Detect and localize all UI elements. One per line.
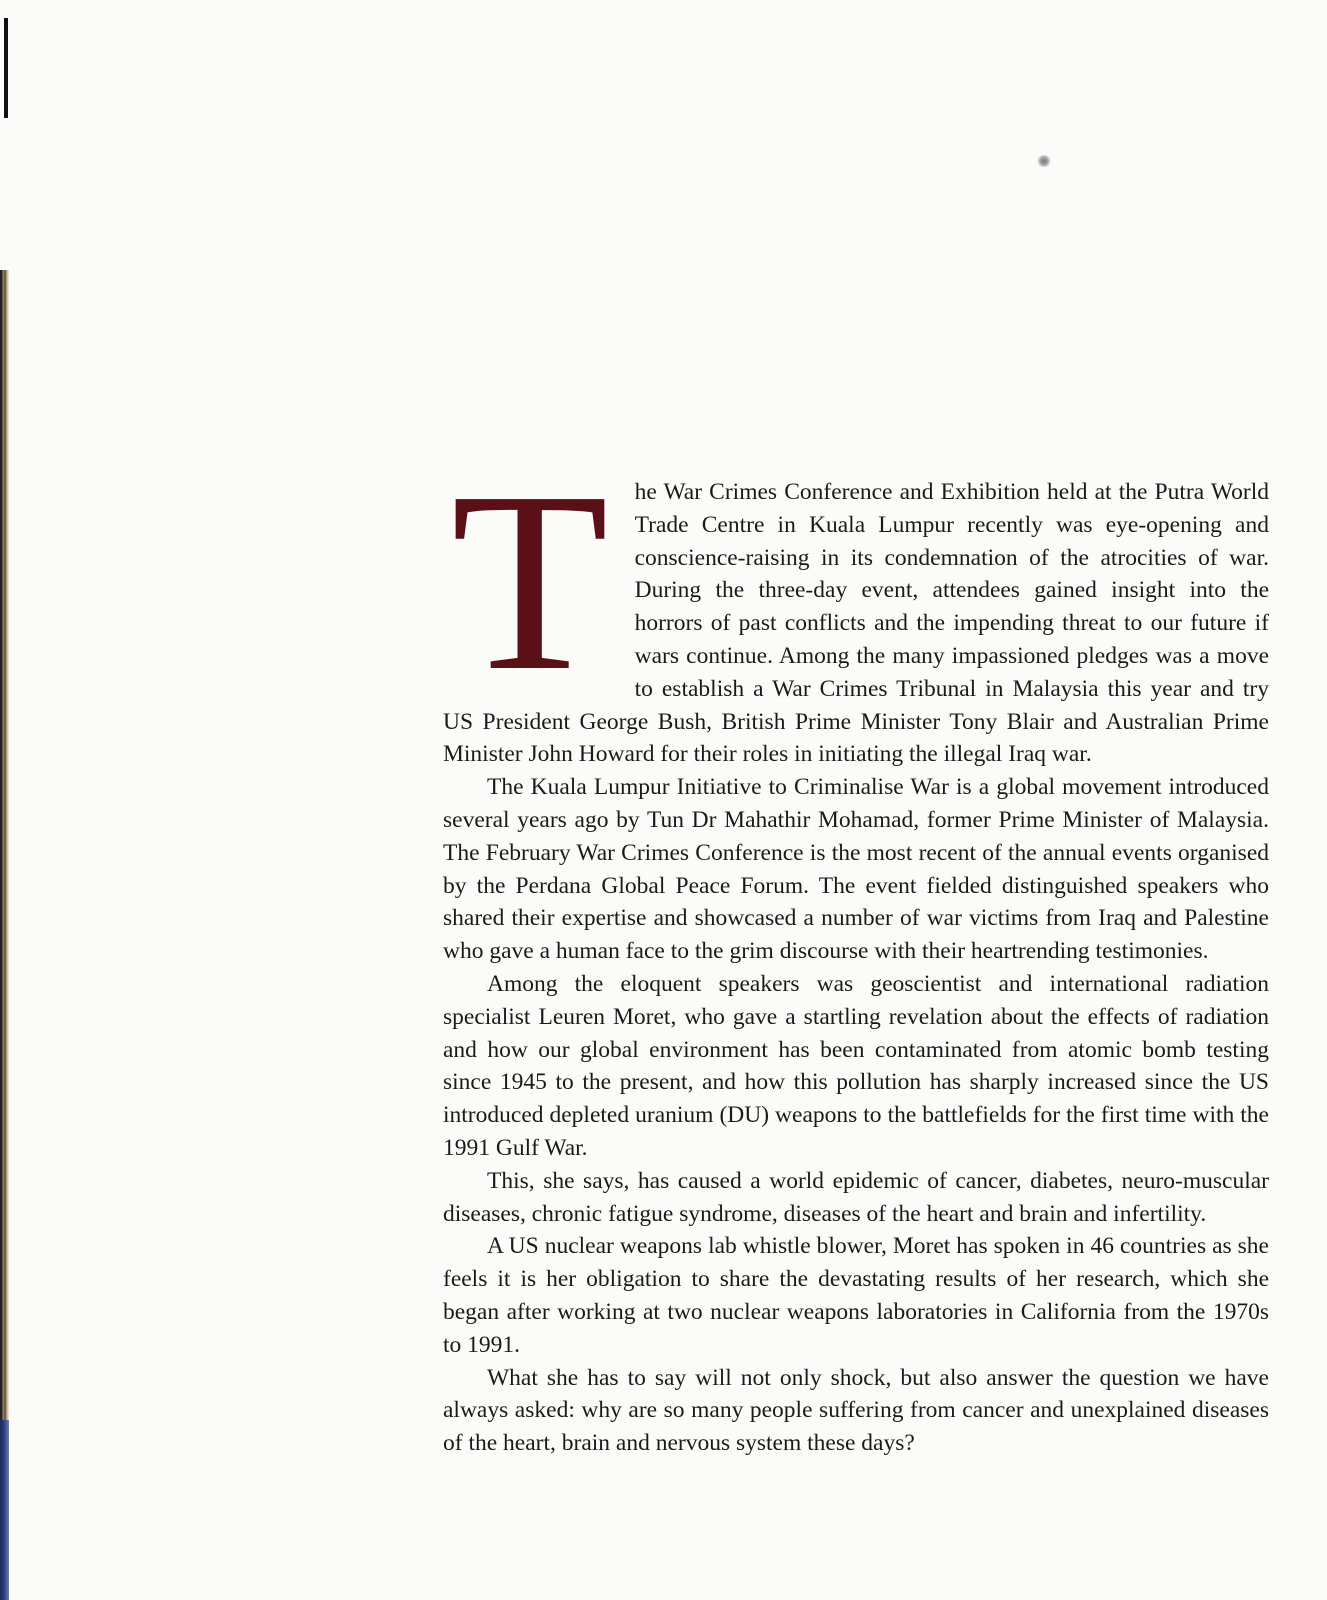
paper-speck [1037, 155, 1051, 167]
paragraph-intro: he War Crimes Conference and Exhibition held at the Putra World Trade Centre in Kuala Lumpur recently was eye-opening and conscience-raising in its condemnation of the atrocities of war. During the three-day event, attendees gained insight into the horrors of past conflicts and the impending threat to our future if wars continue. Among the many impassioned pledges was a move to establish a War Crimes Tribunal in Malaysia this year and try US President George Bush, British Prime Minister Tony Blair and Australian Prime Minister John Howard for their roles in initiating the illegal Iraq war. [443, 479, 1269, 768]
paragraph-whistleblower: A US nuclear weapons lab whistle blower, Moret has spoken in 46 countries as she feels it is her obligation to share the devastating results of her research, which she began after working at two nuclear weapons laboratories in California from the 1970s to 1991. [443, 1233, 1269, 1358]
drop-cap: T [451, 438, 609, 724]
paragraph-speakers: Among the eloquent speakers was geoscientist and international radiation specialist Leuren Moret, who gave a startling revelation about the effects of radiation and how our global environment has been contaminated from atomic bomb testing since 1945 to the present, and how this pollution has sharply increased since the US introduced depleted uranium (DU) weapons to the battlefields for the first time with the 1991 Gulf War. [443, 970, 1269, 1161]
article-body [443, 438, 1269, 1460]
scan-edge-bar-side [0, 270, 9, 1600]
paragraph-initiative: The Kuala Lumpur Initiative to Criminalise War is a global movement introduced several years ago by Tun Dr Mahathir Mohamad, former Prime Minister of Malaysia. The February War Crimes Conference is the most recent of the annual events organised by the Perdana Global Peace Forum. The event fielded distinguished speakers who shared their expertise and showcased a number of war victims from Iraq and Palestine who gave a human face to the grim discourse with their heartrending testimonies. [443, 774, 1269, 965]
paragraph-epidemic: This, she says, has caused a world epidemic of cancer, diabetes, neuro-muscular diseases, chronic fatigue syndrome, diseases of the heart and brain and infertility. [443, 1167, 1269, 1227]
paragraph-question: What she has to say will not only shock, but also answer the question we have always asked: why are so many people suffering from cancer and unexplained diseases of the heart, brain and nervous system these days? [443, 1364, 1269, 1457]
scan-edge-bar-top [4, 18, 8, 118]
